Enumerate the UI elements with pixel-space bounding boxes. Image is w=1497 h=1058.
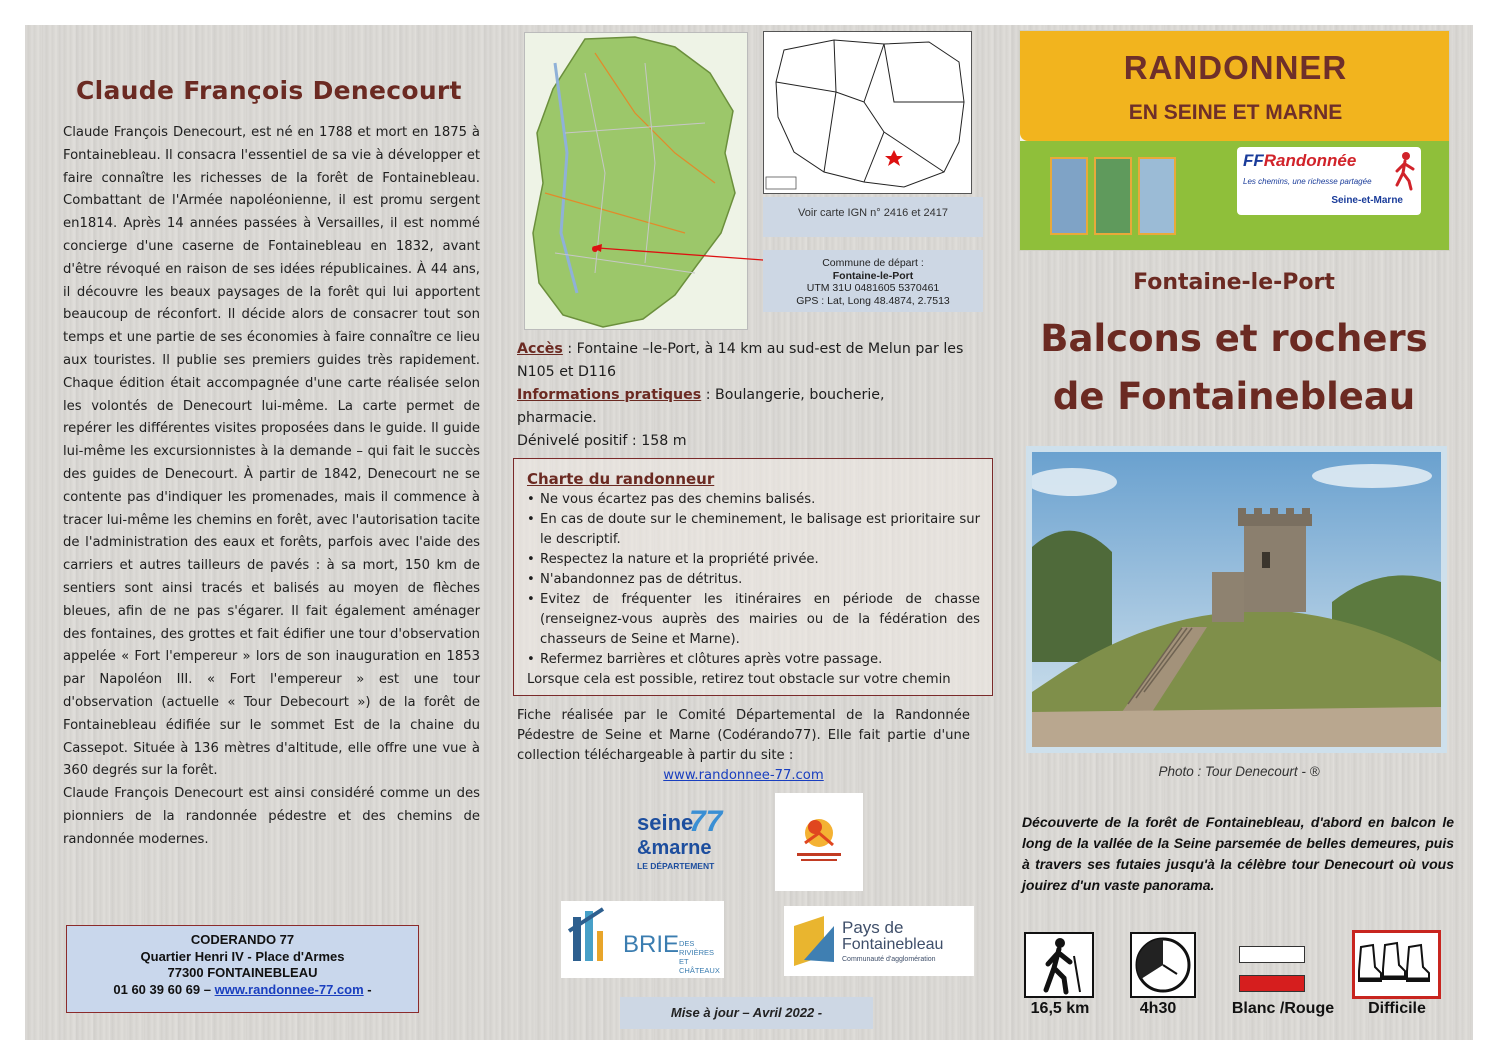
charter-footer: Lorsque cela est possible, retirez tout obstacle sur votre chemin: [527, 672, 951, 687]
region-map-graphic: [525, 33, 748, 330]
sheet-credits-text: Fiche réalisée par le Comité Départemental de la Randonnée Pédestre de Seine et Marne (Codérando77). Elle fait partie d'une collection téléchargeable à partir du site :: [517, 708, 970, 763]
practical-label: Informations pratiques: [517, 387, 702, 403]
charter-item: • N'abandonnez pas de détritus.: [527, 570, 980, 590]
duration-value: 4h30: [1139, 1000, 1177, 1017]
collection-website-link[interactable]: www.randonnee-77.com: [663, 768, 824, 783]
access-row: [517, 338, 967, 384]
ign-map-reference: Voir carte IGN n° 2416 et 2417: [763, 197, 983, 237]
walker-figure-icon: [1393, 151, 1417, 191]
ile-de-france-map: [763, 31, 972, 194]
charter-title: Charte du randonneur: [527, 470, 715, 488]
difficulty-value: Difficile: [1368, 1000, 1426, 1017]
hiking-boots-icon: [1355, 933, 1438, 996]
contact-website-link[interactable]: www.randonnee-77.com: [214, 981, 364, 997]
bio-paragraph: Claude François Denecourt est ainsi considéré comme un des pionniers de la randonnée pédestre et des chemins de randonnée modernes.: [63, 786, 480, 847]
seine-et-marne-logo: [623, 803, 753, 895]
departure-info: [763, 250, 983, 312]
ffrandonnee-tagline: Les chemins, une richesse partagée: [1243, 177, 1372, 186]
contact-city: 77300 FONTAINEBLEAU: [167, 965, 318, 980]
banner-title: RANDONNER: [1123, 49, 1348, 86]
cdrp-logo-graphic: [775, 793, 863, 891]
bio-title: Claude François Denecourt: [76, 76, 462, 105]
pays-logo-line3: Communauté d'agglomération: [842, 956, 936, 963]
topoguide-cover-icon: [1050, 157, 1088, 235]
contact-org: CODERANDO 77: [190, 932, 295, 947]
elevation-gain: Dénivelé positif : 158 m: [517, 433, 687, 449]
start-town-title: Fontaine-le-Port: [1133, 270, 1335, 295]
pays-fontainebleau-logo: [784, 906, 974, 976]
clock-icon: [1132, 934, 1194, 996]
departure-label: Commune de départ :: [822, 257, 924, 269]
banner-subtitle: EN SEINE ET MARNE: [1128, 101, 1343, 124]
contact-phone: 01 60 39 60 69 –: [113, 981, 211, 997]
bio-text: [63, 122, 480, 852]
marne-logo-text: &marne: [637, 837, 712, 859]
ffr-word: Randonnée: [1263, 151, 1357, 170]
tour-denecourt-illustration: [1032, 452, 1441, 747]
contact-suffix: -: [367, 981, 372, 997]
charter-item: • Refermez barrières et clôtures après votre passage.: [527, 650, 980, 670]
distance-pictogram: [1024, 932, 1094, 998]
route-description: Découverte de la forêt de Fontainebleau, d'abord en balcon le long de la vallée de la Seine parsemée de belles demeures, puis à travers ses futaies jusqu'à la célèbre tour Denecourt où vous jouirez d'un vaste panorama.: [1022, 814, 1454, 893]
update-date: Mise à jour – Avril 2022 -: [620, 997, 873, 1029]
practical-row: [517, 384, 967, 430]
white-mark-icon: [1239, 946, 1305, 963]
sheet-credits: [517, 706, 970, 786]
duration-pictogram: [1130, 932, 1196, 998]
contact-address: Quartier Henri IV - Place d'Armes: [140, 948, 345, 964]
charter-item: • Ne vous écartez pas des chemins balisés.: [527, 490, 980, 510]
topoguide-cover-icon: [1138, 157, 1176, 235]
seine-logo-text: seine: [637, 810, 694, 835]
cdrp-logo: [775, 793, 863, 891]
charter-item: • Evitez de fréquenter les itinéraires en période de chasse (renseignez-vous auprès des mairies ou de la fédération des chasseurs de Seine et Marne).: [527, 590, 980, 650]
contact-phone-row: [67, 982, 418, 999]
topoguide-cover-icon: [1094, 157, 1132, 235]
pays-logo-line1: Pays de: [842, 918, 904, 937]
charter-item: • Respectez la nature et la propriété privée.: [527, 550, 980, 570]
ile-de-france-map-graphic: [764, 32, 971, 193]
marking-value: Blanc /Rouge: [1231, 1000, 1335, 1017]
ffrandonnee-region: Seine-et-Marne: [1331, 195, 1403, 206]
pays-logo-line2: Fontainebleau: [842, 936, 944, 953]
brie-logo-subtext: DES RIVIÈRES ET CHÂTEAUX: [679, 939, 720, 975]
practical-text: : Boulangerie, boucherie, pharmacie.: [517, 387, 885, 426]
access-label: Accès: [517, 341, 563, 357]
distance-value: 16,5 km: [1030, 1000, 1090, 1017]
route-title-line1: Balcons et rochers: [1040, 317, 1428, 360]
departure-town: Fontaine-le-Port: [832, 269, 914, 282]
departure-gps: GPS : Lat, Long 48.4874, 2.7513: [796, 294, 950, 307]
department-logo-text: LE DÉPARTEMENT: [637, 861, 715, 871]
brie-logo: [561, 901, 724, 978]
region-map: [524, 32, 748, 330]
departure-utm: UTM 31U 0481605 5370461: [806, 282, 940, 294]
photo-caption: Photo : Tour Denecourt - ®: [1158, 764, 1320, 779]
bio-paragraph: Claude François Denecourt, est né en 1788 et mort en 1875 à Fontainebleau. Il consacra l'essentiel de sa vie à développer et faire connaître les richesses de la forêt de Fontainebleau. Combattant de l'Armée napoléonienne, il est promu sergent en1814. Après 14 années passées à Versailles, il est nommé concierge d'une caserne de Fontainebleau en 1832, avant d'être révoqué en raison de ses idées républicaines. À 44 ans, il découvre les beaux paysages de la forêt qui lui apportent beaucoup de réconfort. Il décide alors de consacrer tout son temps et une partie de ses économies à faire connaître ce lieu aux touristes. Il publie ses premiers guides très rapidement. Chaque édition était accompagnée d'une carte réalisée selon les volontés de Denecourt lui-même. La carte permet de repérer les différentes visites proposées dans le guide. Il guide lui-même les excursionnistes à la demande – qui fait le succès des guides de Denecourt. À partir de 1842, Denecourt ne se contente pas d'indiquer les promenades, mais il commence à tracer lui-même les chemins en forêt, avec l'autorisation tacite de l'administration des eaux et forêts, parfois avec l'aide des carriers et autres tailleurs de pavés : à sa mort, 150 km de sentiers sont ainsi tracés et balisés au moyen de flèches bleues, afin de ne pas s'égarer. Il fait également aménager des fontaines, des grottes et fait édifier une tour d'observation appelée « Fort l'empereur » lors de son inauguration en 1853 par Napoléon III. « Fort l'empereur » est une tour d'observation (actuelle « Tour Debecourt ») de la forêt de Fontainebleau édifiée sur le sommet Est de la chaine du Cassepot. Située à 136 mètres d'altitude, elle offre une vue à 360 degrés sur la forêt.: [63, 125, 480, 779]
brie-logo-graphic: [563, 901, 623, 978]
pays-logo-graphic: [794, 916, 840, 966]
charter-list: [527, 490, 980, 670]
practical-info: [517, 338, 967, 453]
ffr-prefix: FF: [1243, 151, 1264, 170]
red-mark-icon: [1239, 975, 1305, 992]
ffrandonnee-logo: [1237, 147, 1421, 215]
route-title-line2: de Fontainebleau: [1052, 375, 1416, 418]
hiker-charter: [513, 458, 993, 696]
access-text: : Fontaine –le-Port, à 14 km au sud-est de Melun par les N105 et D116: [517, 341, 964, 380]
charter-item: • En cas de doute sur le cheminement, le balisage est prioritaire sur le descriptif.: [527, 510, 980, 550]
tour-denecourt-photo: [1026, 446, 1447, 753]
difficulty-pictogram: [1352, 930, 1441, 999]
route-title: [1020, 310, 1448, 426]
randonner-banner: [1019, 30, 1450, 251]
seine-logo-number: 77: [689, 805, 723, 838]
ffrandonnee-name: [1243, 151, 1356, 171]
contact-box: [66, 925, 419, 1013]
hiker-icon: [1026, 934, 1092, 996]
brie-logo-text: BRIE: [623, 931, 680, 958]
